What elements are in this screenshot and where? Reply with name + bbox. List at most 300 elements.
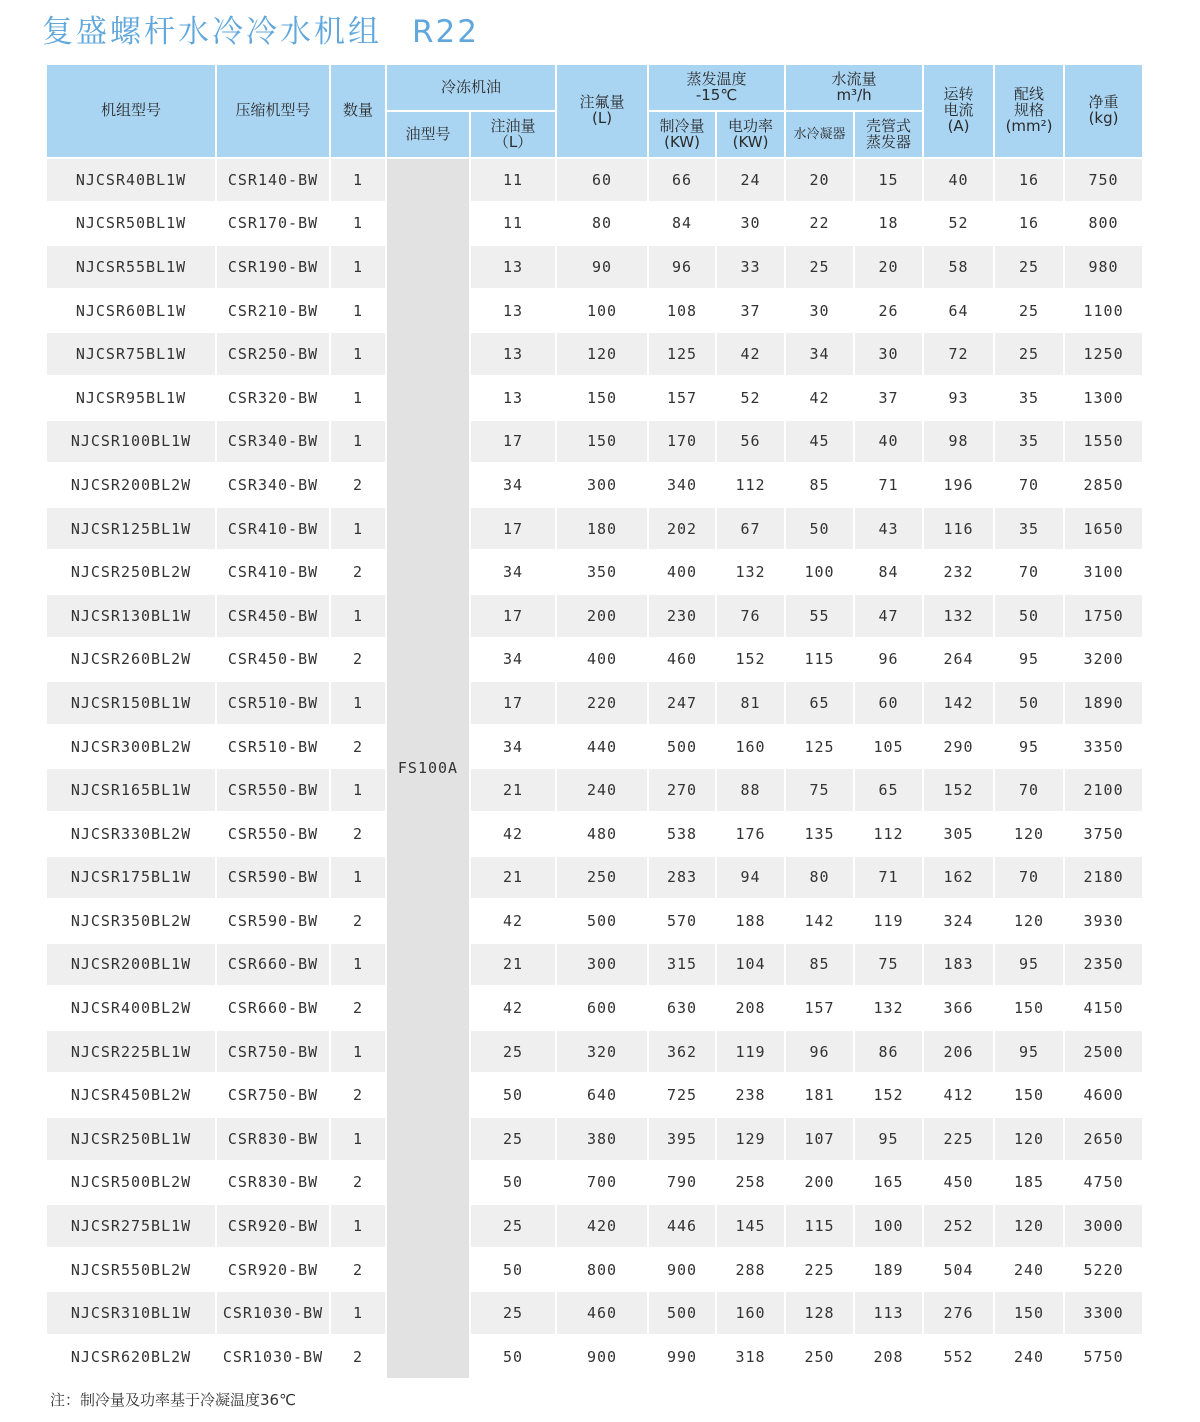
cell-model: NJCSR60BL1W <box>46 289 216 333</box>
header-oil-group: 冷冻机油 <box>386 64 556 111</box>
cell-evaporator-flow: 112 <box>854 812 923 856</box>
cell-refrigerant-charge: 350 <box>556 550 648 594</box>
table-row <box>46 245 1143 289</box>
cell-weight: 4150 <box>1064 986 1143 1030</box>
cell-power: 129 <box>716 1117 785 1161</box>
cell-wire: 50 <box>994 594 1064 638</box>
table-row <box>46 332 1143 376</box>
table-row <box>46 812 1143 856</box>
cell-wire: 95 <box>994 638 1064 682</box>
cell-refrigerant-charge: 480 <box>556 812 648 856</box>
cell-compressor: CSR410-BW <box>216 507 330 551</box>
table-row <box>46 1161 1143 1205</box>
header-oil-charge: 注油量 （L） <box>470 111 556 158</box>
cell-weight: 4600 <box>1064 1073 1143 1117</box>
cell-current: 366 <box>923 986 994 1030</box>
cell-wire: 25 <box>994 245 1064 289</box>
cell-power: 238 <box>716 1073 785 1117</box>
cell-evaporator-flow: 71 <box>854 463 923 507</box>
cell-power: 104 <box>716 943 785 987</box>
cell-cooling: 400 <box>648 550 716 594</box>
cell-condenser-flow: 115 <box>785 1204 854 1248</box>
cell-refrigerant-charge: 220 <box>556 681 648 725</box>
cell-current: 58 <box>923 245 994 289</box>
cell-oil-charge: 42 <box>470 986 556 1030</box>
cell-refrigerant-charge: 640 <box>556 1073 648 1117</box>
cell-evaporator-flow: 37 <box>854 376 923 420</box>
cell-oil-charge: 17 <box>470 420 556 464</box>
cell-oil-charge: 34 <box>470 550 556 594</box>
cell-weight: 1300 <box>1064 376 1143 420</box>
cell-refrigerant-charge: 200 <box>556 594 648 638</box>
cell-compressor: CSR170-BW <box>216 202 330 246</box>
table-row <box>46 1291 1143 1335</box>
cell-oil-charge: 42 <box>470 812 556 856</box>
cell-cooling: 362 <box>648 1030 716 1074</box>
cell-wire: 95 <box>994 725 1064 769</box>
cell-condenser-flow: 45 <box>785 420 854 464</box>
cell-power: 318 <box>716 1335 785 1379</box>
cell-power: 76 <box>716 594 785 638</box>
cell-model: NJCSR75BL1W <box>46 332 216 376</box>
header-power: 电功率 (KW) <box>716 111 785 158</box>
cell-qty: 1 <box>330 332 386 376</box>
cell-current: 290 <box>923 725 994 769</box>
cell-compressor: CSR1030-BW <box>216 1335 330 1379</box>
table-row <box>46 202 1143 246</box>
cell-power: 132 <box>716 550 785 594</box>
table-row <box>46 594 1143 638</box>
cell-refrigerant-charge: 320 <box>556 1030 648 1074</box>
cell-current: 64 <box>923 289 994 333</box>
cell-compressor: CSR660-BW <box>216 986 330 1030</box>
header-flow-group: 水流量 m³/h <box>785 64 923 111</box>
cell-refrigerant-charge: 90 <box>556 245 648 289</box>
cell-refrigerant-charge: 150 <box>556 376 648 420</box>
cell-current: 196 <box>923 463 994 507</box>
header-compressor: 压缩机型号 <box>216 64 330 158</box>
cell-model: NJCSR400BL2W <box>46 986 216 1030</box>
cell-weight: 3300 <box>1064 1291 1143 1335</box>
cell-qty: 2 <box>330 638 386 682</box>
cell-model: NJCSR95BL1W <box>46 376 216 420</box>
cell-wire: 70 <box>994 768 1064 812</box>
cell-condenser-flow: 96 <box>785 1030 854 1074</box>
cell-evaporator-flow: 113 <box>854 1291 923 1335</box>
table-row <box>46 768 1143 812</box>
cell-current: 132 <box>923 594 994 638</box>
cell-evaporator-flow: 18 <box>854 202 923 246</box>
cell-condenser-flow: 85 <box>785 463 854 507</box>
cell-evaporator-flow: 30 <box>854 332 923 376</box>
cell-evaporator-flow: 60 <box>854 681 923 725</box>
cell-oil-charge: 17 <box>470 507 556 551</box>
cell-power: 288 <box>716 1248 785 1292</box>
cell-cooling: 990 <box>648 1335 716 1379</box>
cell-compressor: CSR510-BW <box>216 725 330 769</box>
cell-qty: 2 <box>330 1161 386 1205</box>
cell-power: 52 <box>716 376 785 420</box>
cell-cooling: 340 <box>648 463 716 507</box>
cell-power: 33 <box>716 245 785 289</box>
cell-condenser-flow: 128 <box>785 1291 854 1335</box>
cell-oil-charge: 13 <box>470 376 556 420</box>
cell-power: 160 <box>716 1291 785 1335</box>
cell-evaporator-flow: 189 <box>854 1248 923 1292</box>
cell-power: 67 <box>716 507 785 551</box>
cell-evaporator-flow: 86 <box>854 1030 923 1074</box>
cell-qty: 2 <box>330 1073 386 1117</box>
cell-refrigerant-charge: 240 <box>556 768 648 812</box>
cell-current: 276 <box>923 1291 994 1335</box>
cell-current: 183 <box>923 943 994 987</box>
cell-compressor: CSR830-BW <box>216 1161 330 1205</box>
cell-current: 52 <box>923 202 994 246</box>
cell-qty: 2 <box>330 1335 386 1379</box>
cell-current: 162 <box>923 856 994 900</box>
cell-cooling: 202 <box>648 507 716 551</box>
cell-current: 450 <box>923 1161 994 1205</box>
cell-weight: 3000 <box>1064 1204 1143 1248</box>
cell-evaporator-flow: 208 <box>854 1335 923 1379</box>
cell-condenser-flow: 107 <box>785 1117 854 1161</box>
cell-wire: 95 <box>994 1030 1064 1074</box>
cell-compressor: CSR550-BW <box>216 768 330 812</box>
cell-compressor: CSR550-BW <box>216 812 330 856</box>
cell-model: NJCSR225BL1W <box>46 1030 216 1074</box>
cell-evaporator-flow: 65 <box>854 768 923 812</box>
cell-compressor: CSR140-BW <box>216 158 330 202</box>
cell-power: 152 <box>716 638 785 682</box>
cell-compressor: CSR340-BW <box>216 420 330 464</box>
cell-qty: 1 <box>330 1030 386 1074</box>
cell-current: 152 <box>923 768 994 812</box>
cell-refrigerant-charge: 800 <box>556 1248 648 1292</box>
cell-refrigerant-charge: 440 <box>556 725 648 769</box>
cell-model: NJCSR165BL1W <box>46 768 216 812</box>
cell-cooling: 790 <box>648 1161 716 1205</box>
cell-model: NJCSR250BL1W <box>46 1117 216 1161</box>
cell-weight: 3750 <box>1064 812 1143 856</box>
cell-weight: 3100 <box>1064 550 1143 594</box>
cell-oil-charge: 34 <box>470 463 556 507</box>
cell-compressor: CSR830-BW <box>216 1117 330 1161</box>
cell-condenser-flow: 55 <box>785 594 854 638</box>
cell-power: 119 <box>716 1030 785 1074</box>
cell-refrigerant-charge: 400 <box>556 638 648 682</box>
cell-compressor: CSR920-BW <box>216 1204 330 1248</box>
cell-cooling: 900 <box>648 1248 716 1292</box>
cell-model: NJCSR300BL2W <box>46 725 216 769</box>
cell-condenser-flow: 200 <box>785 1161 854 1205</box>
cell-condenser-flow: 181 <box>785 1073 854 1117</box>
cell-model: NJCSR175BL1W <box>46 856 216 900</box>
cell-power: 112 <box>716 463 785 507</box>
cell-condenser-flow: 65 <box>785 681 854 725</box>
cell-qty: 2 <box>330 899 386 943</box>
cell-oil-charge: 42 <box>470 899 556 943</box>
table-row <box>46 943 1143 987</box>
cell-oil-charge: 25 <box>470 1117 556 1161</box>
cell-cooling: 395 <box>648 1117 716 1161</box>
cell-condenser-flow: 80 <box>785 856 854 900</box>
table-row <box>46 1117 1143 1161</box>
cell-condenser-flow: 75 <box>785 768 854 812</box>
table-row <box>46 463 1143 507</box>
cell-compressor: CSR590-BW <box>216 899 330 943</box>
table-row <box>46 1335 1143 1379</box>
cell-power: 88 <box>716 768 785 812</box>
cell-condenser-flow: 25 <box>785 245 854 289</box>
cell-qty: 1 <box>330 420 386 464</box>
cell-oil-charge: 17 <box>470 594 556 638</box>
cell-qty: 1 <box>330 856 386 900</box>
cell-condenser-flow: 142 <box>785 899 854 943</box>
cell-current: 232 <box>923 550 994 594</box>
cell-oil-type: FS100A <box>386 158 470 1379</box>
cell-condenser-flow: 125 <box>785 725 854 769</box>
cell-condenser-flow: 135 <box>785 812 854 856</box>
cell-power: 24 <box>716 158 785 202</box>
cell-compressor: CSR1030-BW <box>216 1291 330 1335</box>
cell-power: 208 <box>716 986 785 1030</box>
cell-current: 98 <box>923 420 994 464</box>
cell-current: 324 <box>923 899 994 943</box>
header-shell-evaporator: 壳管式 蒸发器 <box>854 111 923 158</box>
cell-cooling: 96 <box>648 245 716 289</box>
cell-current: 93 <box>923 376 994 420</box>
cell-compressor: CSR750-BW <box>216 1073 330 1117</box>
cell-cooling: 157 <box>648 376 716 420</box>
cell-refrigerant-charge: 300 <box>556 463 648 507</box>
cell-wire: 185 <box>994 1161 1064 1205</box>
cell-model: NJCSR620BL2W <box>46 1335 216 1379</box>
cell-cooling: 446 <box>648 1204 716 1248</box>
cell-power: 37 <box>716 289 785 333</box>
cell-model: NJCSR350BL2W <box>46 899 216 943</box>
cell-evaporator-flow: 47 <box>854 594 923 638</box>
cell-condenser-flow: 50 <box>785 507 854 551</box>
cell-wire: 16 <box>994 202 1064 246</box>
cell-weight: 1250 <box>1064 332 1143 376</box>
cell-evaporator-flow: 26 <box>854 289 923 333</box>
cell-oil-charge: 21 <box>470 943 556 987</box>
cell-oil-charge: 11 <box>470 202 556 246</box>
table-row <box>46 638 1143 682</box>
table-row <box>46 725 1143 769</box>
cell-cooling: 247 <box>648 681 716 725</box>
cell-compressor: CSR510-BW <box>216 681 330 725</box>
cell-model: NJCSR150BL1W <box>46 681 216 725</box>
cell-evaporator-flow: 43 <box>854 507 923 551</box>
cell-refrigerant-charge: 380 <box>556 1117 648 1161</box>
table-row <box>46 899 1143 943</box>
cell-wire: 150 <box>994 986 1064 1030</box>
cell-evaporator-flow: 84 <box>854 550 923 594</box>
cell-evaporator-flow: 105 <box>854 725 923 769</box>
cell-cooling: 66 <box>648 158 716 202</box>
cell-qty: 1 <box>330 289 386 333</box>
cell-weight: 1750 <box>1064 594 1143 638</box>
cell-wire: 240 <box>994 1335 1064 1379</box>
cell-compressor: CSR320-BW <box>216 376 330 420</box>
cell-wire: 120 <box>994 1117 1064 1161</box>
cell-oil-charge: 50 <box>470 1248 556 1292</box>
cell-compressor: CSR920-BW <box>216 1248 330 1292</box>
cell-model: NJCSR260BL2W <box>46 638 216 682</box>
cell-cooling: 315 <box>648 943 716 987</box>
header-condenser: 水冷凝器 <box>785 111 854 158</box>
cell-refrigerant-charge: 500 <box>556 899 648 943</box>
cell-compressor: CSR340-BW <box>216 463 330 507</box>
cell-cooling: 283 <box>648 856 716 900</box>
cell-refrigerant-charge: 700 <box>556 1161 648 1205</box>
cell-current: 206 <box>923 1030 994 1074</box>
header-current: 运转 电流 (A) <box>923 64 994 158</box>
cell-weight: 980 <box>1064 245 1143 289</box>
cell-refrigerant-charge: 300 <box>556 943 648 987</box>
cell-compressor: CSR660-BW <box>216 943 330 987</box>
cell-weight: 750 <box>1064 158 1143 202</box>
cell-current: 412 <box>923 1073 994 1117</box>
cell-qty: 1 <box>330 1117 386 1161</box>
cell-qty: 1 <box>330 507 386 551</box>
page-title <box>42 6 479 51</box>
spec-table <box>45 63 1144 1380</box>
table-row <box>46 856 1143 900</box>
cell-evaporator-flow: 96 <box>854 638 923 682</box>
cell-wire: 25 <box>994 289 1064 333</box>
table-header <box>46 64 1143 158</box>
cell-oil-charge: 17 <box>470 681 556 725</box>
table-row <box>46 1204 1143 1248</box>
cell-oil-charge: 34 <box>470 638 556 682</box>
cell-weight: 5220 <box>1064 1248 1143 1292</box>
cell-wire: 240 <box>994 1248 1064 1292</box>
cell-evaporator-flow: 95 <box>854 1117 923 1161</box>
cell-cooling: 84 <box>648 202 716 246</box>
cell-wire: 120 <box>994 1204 1064 1248</box>
cell-qty: 2 <box>330 812 386 856</box>
cell-condenser-flow: 34 <box>785 332 854 376</box>
cell-evaporator-flow: 71 <box>854 856 923 900</box>
cell-qty: 1 <box>330 158 386 202</box>
cell-cooling: 125 <box>648 332 716 376</box>
cell-refrigerant-charge: 420 <box>556 1204 648 1248</box>
cell-condenser-flow: 20 <box>785 158 854 202</box>
cell-qty: 2 <box>330 463 386 507</box>
cell-weight: 3200 <box>1064 638 1143 682</box>
cell-evaporator-flow: 75 <box>854 943 923 987</box>
cell-qty: 2 <box>330 550 386 594</box>
cell-wire: 120 <box>994 812 1064 856</box>
cell-refrigerant-charge: 120 <box>556 332 648 376</box>
cell-cooling: 500 <box>648 1291 716 1335</box>
table-row <box>46 420 1143 464</box>
cell-oil-charge: 25 <box>470 1030 556 1074</box>
cell-power: 160 <box>716 725 785 769</box>
cell-model: NJCSR550BL2W <box>46 1248 216 1292</box>
cell-evaporator-flow: 100 <box>854 1204 923 1248</box>
header-model: 机组型号 <box>46 64 216 158</box>
cell-qty: 1 <box>330 376 386 420</box>
cell-current: 252 <box>923 1204 994 1248</box>
cell-qty: 1 <box>330 1291 386 1335</box>
cell-cooling: 460 <box>648 638 716 682</box>
cell-wire: 150 <box>994 1073 1064 1117</box>
cell-cooling: 170 <box>648 420 716 464</box>
header-oil-type: 油型号 <box>386 111 470 158</box>
cell-compressor: CSR450-BW <box>216 638 330 682</box>
cell-oil-charge: 13 <box>470 332 556 376</box>
cell-current: 225 <box>923 1117 994 1161</box>
cell-qty: 1 <box>330 594 386 638</box>
cell-weight: 4750 <box>1064 1161 1143 1205</box>
table-row <box>46 158 1143 202</box>
cell-qty: 1 <box>330 202 386 246</box>
table-body <box>46 158 1143 1379</box>
cell-weight: 3350 <box>1064 725 1143 769</box>
cell-oil-charge: 50 <box>470 1335 556 1379</box>
table-row <box>46 1073 1143 1117</box>
table-row <box>46 986 1143 1030</box>
table-row <box>46 376 1143 420</box>
cell-qty: 2 <box>330 986 386 1030</box>
header-qty: 数量 <box>330 64 386 158</box>
cell-current: 142 <box>923 681 994 725</box>
cell-evaporator-flow: 132 <box>854 986 923 1030</box>
cell-current: 40 <box>923 158 994 202</box>
cell-power: 188 <box>716 899 785 943</box>
table-row <box>46 289 1143 333</box>
cell-model: NJCSR40BL1W <box>46 158 216 202</box>
cell-weight: 1890 <box>1064 681 1143 725</box>
cell-compressor: CSR750-BW <box>216 1030 330 1074</box>
cell-model: NJCSR55BL1W <box>46 245 216 289</box>
cell-compressor: CSR590-BW <box>216 856 330 900</box>
cell-refrigerant-charge: 250 <box>556 856 648 900</box>
cell-model: NJCSR450BL2W <box>46 1073 216 1117</box>
cell-current: 116 <box>923 507 994 551</box>
cell-qty: 2 <box>330 1248 386 1292</box>
cell-cooling: 270 <box>648 768 716 812</box>
header-cooling: 制冷量 (KW) <box>648 111 716 158</box>
cell-cooling: 230 <box>648 594 716 638</box>
cell-weight: 2850 <box>1064 463 1143 507</box>
refrigerant-label: R22 <box>412 14 479 50</box>
cell-wire: 35 <box>994 420 1064 464</box>
cell-evaporator-flow: 152 <box>854 1073 923 1117</box>
header-refrigerant-charge: 注氟量 (L) <box>556 64 648 158</box>
cell-wire: 95 <box>994 943 1064 987</box>
cell-condenser-flow: 22 <box>785 202 854 246</box>
cell-power: 145 <box>716 1204 785 1248</box>
cell-oil-charge: 50 <box>470 1161 556 1205</box>
cell-power: 176 <box>716 812 785 856</box>
cell-oil-charge: 50 <box>470 1073 556 1117</box>
cell-evaporator-flow: 15 <box>854 158 923 202</box>
cell-current: 305 <box>923 812 994 856</box>
cell-weight: 2100 <box>1064 768 1143 812</box>
cell-refrigerant-charge: 180 <box>556 507 648 551</box>
cell-compressor: CSR190-BW <box>216 245 330 289</box>
cell-weight: 5750 <box>1064 1335 1143 1379</box>
cell-wire: 70 <box>994 550 1064 594</box>
cell-refrigerant-charge: 100 <box>556 289 648 333</box>
table-row <box>46 507 1143 551</box>
cell-refrigerant-charge: 60 <box>556 158 648 202</box>
cell-refrigerant-charge: 80 <box>556 202 648 246</box>
